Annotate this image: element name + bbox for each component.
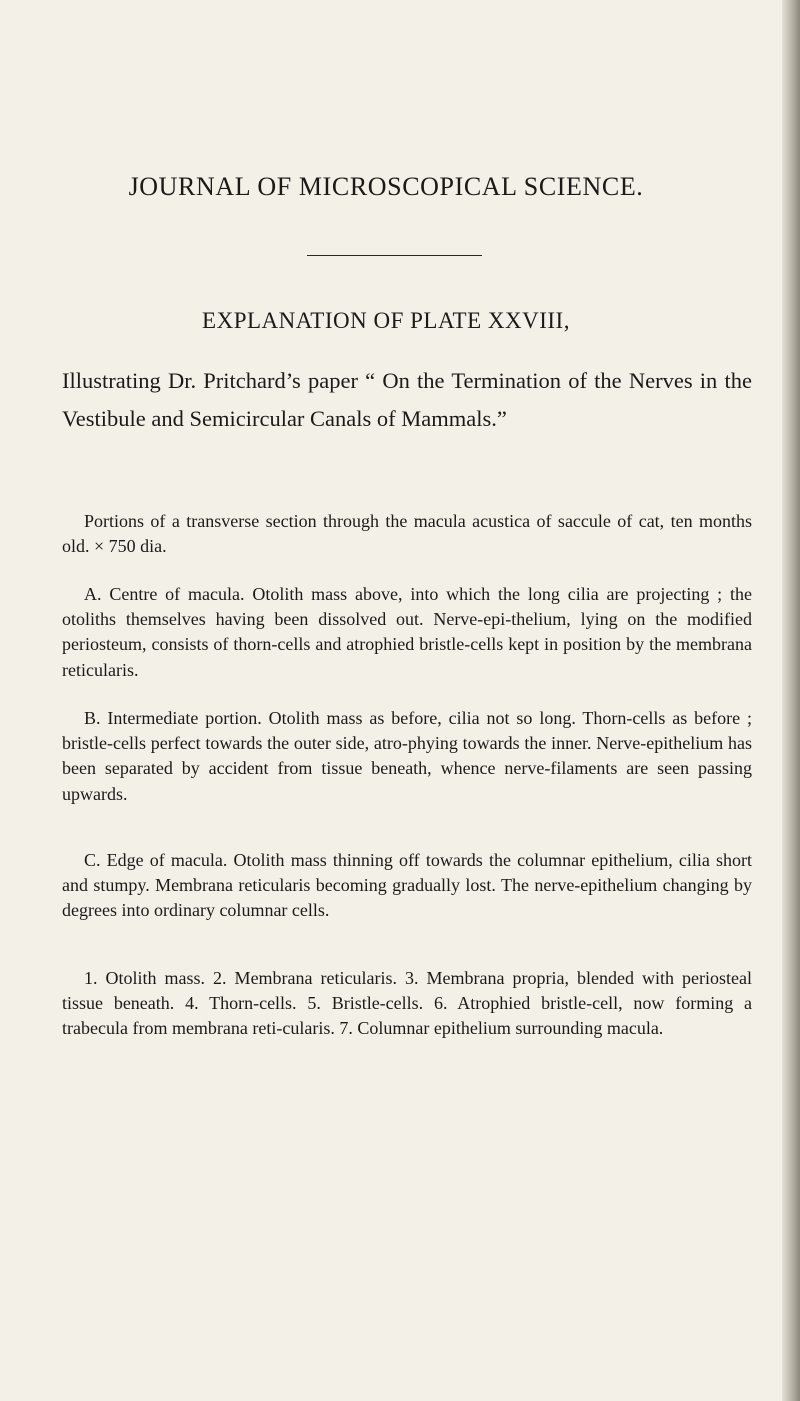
paragraph-b: B. Intermediate portion. Otolith mass as before, cilia not so long. Thorn-cells as before ; bristle-cells perfect towards the outer side, atro-phying towards the inner. Nerve-epithelium has been separated by accident from tissue beneath, whence nerve-filaments are seen passing upwards. [62,708,752,804]
paragraph-key: 1. Otolith mass. 2. Membrana reticularis. 3. Membrana propria, blended with periosteal tissue beneath. 4. Thorn-cells. 5. Bristle-cells. 6. Atrophied bristle-cell, now forming a trabecula from membrana reti-cularis. 7. Columnar epithelium surrounding macula. [62,968,752,1039]
paragraph-a: A. Centre of macula. Otolith mass above, into which the long cilia are projecting ; the otoliths themselves having been dissolved out. Nerve-epi-thelium, lying on the modified periosteum, consists of thorn-cells and atrophied bristle-cells kept in position by the membrana reticularis. [62,584,752,680]
paragraph-c: C. Edge of macula. Otolith mass thinning off towards the columnar epithelium, cilia short and stumpy. Membrana reticularis becoming gradually lost. The nerve-epithelium changing by degrees into ordinary columnar cells. [62,850,752,921]
paragraph-portions: Portions of a transverse section through the macula acustica of saccule of cat, ten months old. × 750 dia. [62,511,752,557]
journal-title: JOURNAL OF MICROSCOPICAL SCIENCE. [128,172,644,201]
plate-heading: EXPLANATION OF PLATE XXVIII, [202,308,570,333]
title-divider [307,255,482,256]
page-edge-shadow [782,0,800,1401]
intro-paragraph: Illustrating Dr. Pritchard’s paper “ On the Termination of the Nerves in the Vestibule and Semicircular Canals of Mammals.” [62,368,752,431]
